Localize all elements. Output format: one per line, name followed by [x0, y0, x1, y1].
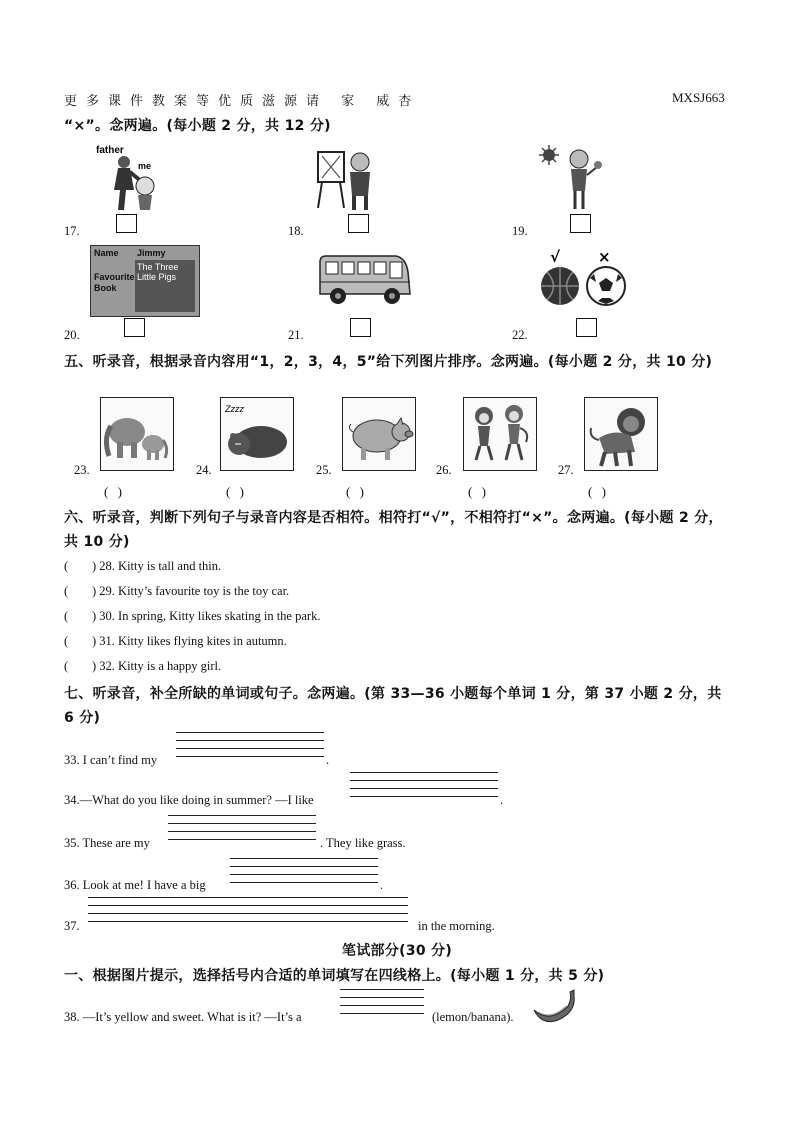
- item-23-number: 23.: [74, 463, 90, 477]
- card-favourite-label: Favourite Book: [94, 272, 135, 293]
- statement-32: ) 32. Kitty is a happy girl.: [92, 659, 222, 673]
- cross-mark: ×: [598, 248, 611, 266]
- judge-paren-28[interactable]: (: [64, 559, 69, 573]
- answer-box-21[interactable]: [350, 318, 371, 337]
- judge-paren-29[interactable]: (: [64, 584, 69, 598]
- four-line-grid-33[interactable]: [176, 732, 324, 764]
- item-20-number: 20.: [64, 328, 80, 342]
- four-line-grid-37[interactable]: [88, 897, 408, 929]
- order-paren-26[interactable]: ( ): [468, 484, 486, 499]
- judge-paren-32[interactable]: (: [64, 659, 69, 673]
- q33-text: 33. I can’t find my: [64, 753, 158, 767]
- card-name-label: Name: [94, 248, 119, 258]
- order-paren-27[interactable]: ( ): [588, 484, 606, 499]
- answer-box-19[interactable]: [570, 214, 591, 233]
- pig-icon: [342, 397, 416, 471]
- monkeys-icon: [463, 397, 537, 471]
- q36-text: 36. Look at me! I have a big: [64, 878, 206, 892]
- father-label: father: [96, 145, 124, 156]
- statement-31: ) 31. Kitty likes flying kites in autumn.: [92, 634, 287, 648]
- four-line-grid-35[interactable]: [168, 815, 316, 847]
- item-19-number: 19.: [512, 224, 528, 238]
- lion-icon: [584, 397, 658, 471]
- order-paren-23[interactable]: ( ): [104, 484, 122, 499]
- header-code: MXSJ663: [672, 90, 725, 105]
- father-and-me-icon: [90, 140, 170, 215]
- written-part1-title: 一、根据图片提示，选择括号内合适的单词填写在四线格上。(每小题 1 分，共 5 分): [64, 968, 605, 984]
- q38-options: (lemon/banana).: [432, 1010, 514, 1024]
- q36-end: .: [380, 878, 384, 892]
- item-27-number: 27.: [558, 463, 574, 477]
- elephants-icon: [100, 397, 174, 471]
- q33-end: .: [326, 753, 330, 767]
- judge-paren-31[interactable]: (: [64, 634, 69, 648]
- header-text: 更多课件教案等优质滋源请 家 威杏: [64, 94, 421, 109]
- order-paren-25[interactable]: ( ): [346, 484, 364, 499]
- favourite-book-card-icon: [90, 245, 200, 317]
- basketball-football-icon: [538, 248, 630, 310]
- card-name-value: Jimmy: [137, 248, 166, 258]
- item-21-number: 21.: [288, 328, 304, 342]
- item-22-number: 22.: [512, 328, 528, 342]
- part5-title: 五、听录音，根据录音内容用“1，2，3，4，5”给下列图片排序。念两遍。(每小题 2 分，共 10 分): [64, 354, 713, 370]
- me-label: me: [138, 161, 152, 171]
- school-bus-icon: [316, 252, 412, 308]
- banana-icon: [532, 988, 576, 1024]
- boy-sun-flower-icon: [535, 145, 605, 213]
- judge-paren-30[interactable]: (: [64, 609, 69, 623]
- part7-title: 七、听录音，补全所缺的单词或句子。念两遍。(第 33—36 小题每个单词 1 分，第 37 小题 2 分，共 6 分): [64, 686, 722, 726]
- order-paren-24[interactable]: ( ): [226, 484, 244, 499]
- four-line-grid-36[interactable]: [230, 858, 378, 890]
- answer-box-20[interactable]: [124, 318, 145, 337]
- item-18-number: 18.: [288, 224, 304, 238]
- statement-28: ) 28. Kitty is tall and thin.: [92, 559, 222, 573]
- statement-29: ) 29. Kitty’s favourite toy is the toy car.: [92, 584, 290, 598]
- q37-text: 37.: [64, 919, 80, 933]
- q37-end: in the morning.: [418, 919, 495, 933]
- q35-end: . They like grass.: [320, 836, 406, 850]
- answer-box-22[interactable]: [576, 318, 597, 337]
- sleeping-bear-icon: [220, 397, 294, 471]
- written-section-heading: 笔试部分(30 分): [341, 943, 453, 959]
- q35-text: 35. These are my: [64, 836, 150, 850]
- answer-box-17[interactable]: [116, 214, 137, 233]
- q34-end: .: [500, 793, 504, 807]
- four-line-grid-34[interactable]: [350, 772, 498, 804]
- q34-text: 34.—What do you like doing in summer? —I like: [64, 793, 314, 807]
- card-book-title: The Three Little Pigs: [135, 260, 195, 312]
- q38-text: 38. —It’s yellow and sweet. What is it? —It’s a: [64, 1010, 302, 1024]
- four-line-grid-38[interactable]: [340, 989, 424, 1021]
- item-25-number: 25.: [316, 463, 332, 477]
- item-24-number: 24.: [196, 463, 212, 477]
- part4-instruction-tail: “×”。念两遍。(每小题 2 分，共 12 分): [64, 118, 331, 134]
- boy-painting-icon: [310, 142, 385, 214]
- item-17-number: 17.: [64, 224, 80, 238]
- item-26-number: 26.: [436, 463, 452, 477]
- zzz-label: Zzzz: [225, 404, 244, 414]
- statement-30: ) 30. In spring, Kitty likes skating in the park.: [92, 609, 321, 623]
- answer-box-18[interactable]: [348, 214, 369, 233]
- tick-mark: √: [550, 248, 561, 266]
- part6-title: 六、听录音，判断下列句子与录音内容是否相符。相符打“√”，不相符打“×”。念两遍。(每小题 2 分，共 10 分): [64, 510, 723, 550]
